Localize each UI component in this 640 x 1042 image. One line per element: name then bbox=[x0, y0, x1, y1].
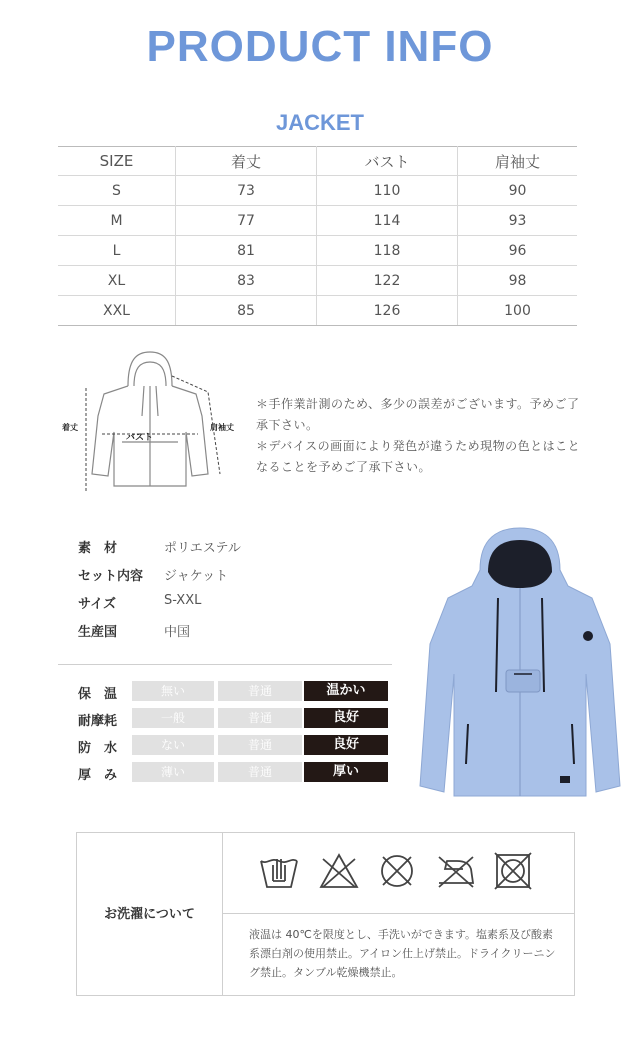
measurement-notes bbox=[256, 394, 586, 478]
cell-bust: 114 bbox=[317, 206, 458, 236]
cell-bust: 126 bbox=[317, 296, 458, 326]
no-dry-clean-icon bbox=[375, 851, 419, 891]
spec-value: 中国 bbox=[164, 625, 191, 640]
laundry-instructions: 液温は 40℃を限度とし、手洗いができます。塩素系及び酸素系漂白剤の使用禁止。アイロン仕上げ禁止。ドライクリーニング禁止。タンブル乾燥機禁止。 bbox=[249, 928, 556, 979]
rating-option: 薄い bbox=[132, 762, 214, 782]
spec-key: 素 材 bbox=[78, 541, 118, 556]
header-size: SIZE bbox=[58, 147, 176, 176]
cell-size: M bbox=[58, 206, 176, 236]
header-sleeve: 肩袖丈 bbox=[458, 147, 578, 176]
cell-size: L bbox=[58, 236, 176, 266]
page-title: PRODUCT INFO bbox=[146, 22, 494, 71]
hand-wash-icon bbox=[257, 851, 301, 891]
rating-waterproof bbox=[78, 735, 390, 757]
table-row bbox=[58, 296, 577, 326]
rating-thickness bbox=[78, 762, 390, 784]
rating-option: 一般 bbox=[132, 708, 214, 728]
table-row bbox=[58, 236, 577, 266]
no-iron-icon bbox=[433, 851, 477, 891]
jacket-outline-icon bbox=[62, 346, 242, 498]
cell-size: XL bbox=[58, 266, 176, 296]
rating-label: 耐摩耗 bbox=[78, 714, 118, 729]
jacket-icon bbox=[410, 524, 628, 798]
cell-bust: 118 bbox=[317, 236, 458, 266]
rating-option-selected: 良好 bbox=[304, 735, 388, 755]
rating-warmth bbox=[78, 681, 390, 703]
rating-label: 厚 み bbox=[78, 768, 118, 783]
cell-bust: 110 bbox=[317, 176, 458, 206]
note-color: ＊デバイスの画面により発色が違うため現物の色とはことなることを予めご了承下さい。 bbox=[256, 439, 581, 474]
cell-length: 81 bbox=[176, 236, 317, 266]
note-measurement: ＊手作業計測のため、多少の誤差がございます。予めご了承下さい。 bbox=[256, 397, 580, 432]
cell-sleeve: 90 bbox=[458, 176, 578, 206]
no-bleach-icon bbox=[317, 851, 361, 891]
rating-option: 普通 bbox=[218, 735, 302, 755]
cell-size: XXL bbox=[58, 296, 176, 326]
cell-size: S bbox=[58, 176, 176, 206]
divider bbox=[222, 833, 223, 995]
laundry-info bbox=[76, 832, 575, 996]
rating-option-selected: 温かい bbox=[304, 681, 388, 701]
rating-label: 保 温 bbox=[78, 687, 118, 702]
diagram-label-sleeve: 肩袖丈 bbox=[210, 423, 234, 432]
rating-option-selected: 良好 bbox=[304, 708, 388, 728]
cell-bust: 122 bbox=[317, 266, 458, 296]
table-row bbox=[58, 206, 577, 236]
measurement-diagram bbox=[62, 346, 242, 498]
table-row bbox=[58, 176, 577, 206]
section-title-jacket: JACKET bbox=[275, 110, 364, 135]
rating-option: 普通 bbox=[218, 708, 302, 728]
cell-sleeve: 98 bbox=[458, 266, 578, 296]
cell-length: 85 bbox=[176, 296, 317, 326]
spec-key: セット内容 bbox=[78, 569, 144, 584]
diagram-label-length: 着丈 bbox=[62, 423, 78, 432]
diagram-label-bust: バスト bbox=[126, 433, 154, 443]
cell-length: 77 bbox=[176, 206, 317, 236]
rating-label: 防 水 bbox=[78, 741, 118, 756]
spec-value: ポリエステル bbox=[164, 541, 241, 556]
laundry-label: お洗濯について bbox=[104, 907, 195, 922]
rating-option-selected: 厚い bbox=[304, 762, 388, 782]
rating-option: 普通 bbox=[218, 762, 302, 782]
header-length: 着丈 bbox=[176, 147, 317, 176]
product-image bbox=[410, 524, 628, 798]
divider bbox=[222, 913, 574, 914]
divider bbox=[58, 664, 392, 665]
header-bust: バスト bbox=[317, 147, 458, 176]
spec-key: サイズ bbox=[78, 597, 116, 612]
spec-value: S-XXL bbox=[164, 593, 202, 608]
cell-length: 73 bbox=[176, 176, 317, 206]
cell-sleeve: 100 bbox=[458, 296, 578, 326]
rating-option: ない bbox=[132, 735, 214, 755]
rating-option: 無い bbox=[132, 681, 214, 701]
cell-sleeve: 93 bbox=[458, 206, 578, 236]
cell-length: 83 bbox=[176, 266, 317, 296]
spec-value: ジャケット bbox=[164, 569, 229, 584]
no-tumble-dry-icon bbox=[491, 851, 535, 891]
rating-durability bbox=[78, 708, 390, 730]
table-row bbox=[58, 266, 577, 296]
size-table bbox=[58, 146, 577, 326]
rating-option: 普通 bbox=[218, 681, 302, 701]
spec-key: 生産国 bbox=[78, 625, 118, 640]
size-table-header bbox=[58, 147, 577, 176]
cell-sleeve: 96 bbox=[458, 236, 578, 266]
